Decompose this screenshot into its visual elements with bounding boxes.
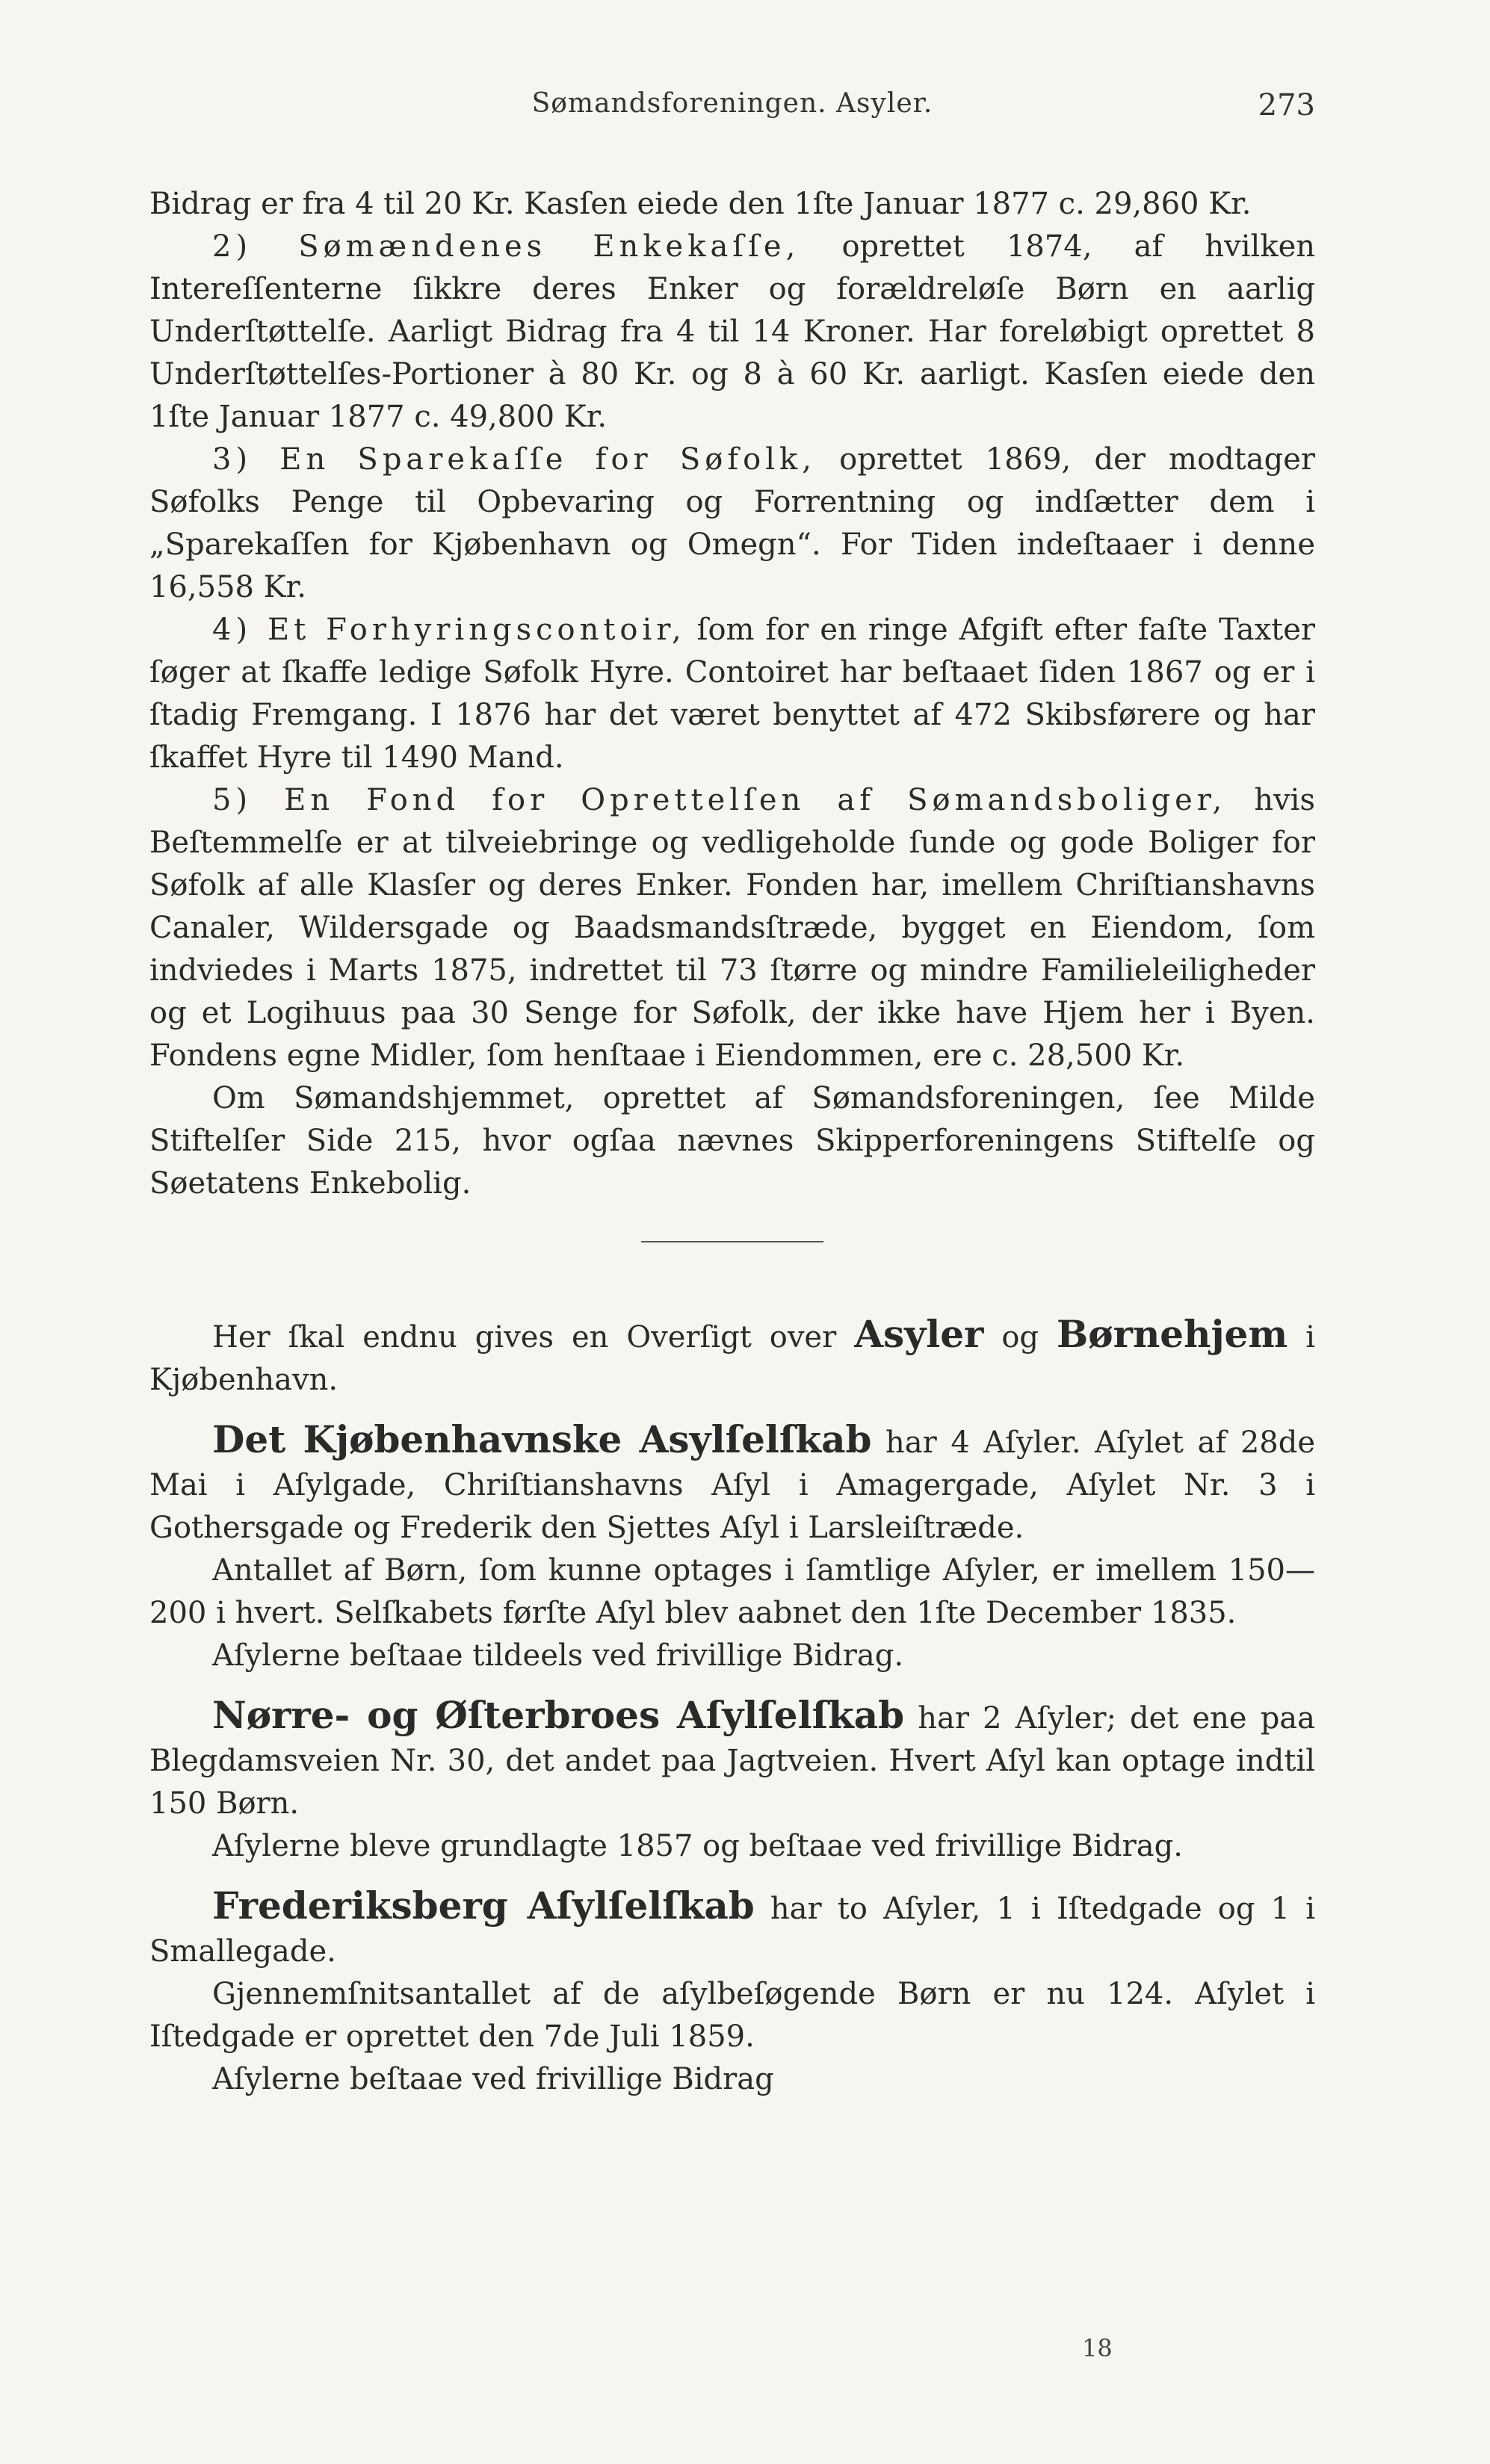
section-3-paragraph-2: Gjennemſnitsantallet af de aſylbeſøgende Børn er nu 124. Aſylet i Iſtedgade er oprettet den 7de Juli 1859. [149,1977,1315,2054]
section-divider [641,1241,823,1242]
section-2-paragraph-2: Aſylerne bleve grundlagte 1857 og beſtaae ved frivillige Bidrag. [212,1829,1183,1863]
paragraph-3 [149,439,1315,609]
paragraph-1: Bidrag er fra 4 til 20 Kr. Kasſen eiede den 1ſte Januar 1877 c. 29,860 Kr. [149,187,1252,221]
section-2-text: har 2 Aſyler; det ene paa Blegdamsveien Nr. 30, det andet paa Jagtveien. Hvert Aſyl kan optage indtil 150 Børn. [149,1701,1315,1821]
spacer [149,1677,1315,1694]
section-3-paragraph-3: Aſylerne beſtaae ved frivillige Bidrag [212,2062,774,2096]
paragraph-2-text: oprettet 1874, af hvilken Intereſſenterne ſikkre deres Enker og forældreløſe Børn en aarlig Underſtøttelſe. Aarligt Bidrag fra 4 til 14 Kroner. Har foreløbigt oprettet 8 Underſtøttelſes-Portioner à 80 Kr. og 8 à 60 Kr. aarligt. Kasſen eiede den 1ſte Januar 1877 c. 49,800 Kr. [149,229,1315,434]
section-1-paragraph-2: Antallet af Børn, ſom kunne optages i ſamtlige Aſyler, er imellem 150—200 i hvert. Selſkabets førſte Aſyl blev aabnet den 1ſte December 1835. [149,1553,1315,1630]
intro-term-asyler: Asyler [854,1312,984,1356]
section-2-title: Nørre- og Øſterbroes Aſylſelſkab [212,1693,905,1737]
section-1-heading-paragraph [149,1418,1315,1550]
section-3-title: Frederiksberg Aſylſelſkab [212,1883,755,1928]
paragraph-4 [149,609,1315,779]
section-2-heading-paragraph [149,1694,1315,1825]
section-3-text: har to Aſyler, 1 i Iſtedgade og 1 i Smallegade. [149,1892,1315,1969]
section-1-paragraph-3: Aſylerne beſtaae tildeels ved frivillige Bidrag. [212,1638,904,1673]
intro-text-c: i Kjøbenhavn. [149,1320,1316,1397]
paragraph-4-lead: 4) Et Forhyringscontoir, [212,613,686,647]
paragraph-5 [149,779,1315,1077]
paragraph-3-text: oprettet 1869, der modtager Søfolks Penge til Opbevaring og Forrentning og indſætter dem i „Sparekaſſen for Kjøbenhavn og Omegn“. For Tiden indeſtaaer i denne 16,558 Kr. [149,442,1315,604]
paragraph-3-lead: 3) En Sparekaſſe for Søfolk, [212,442,816,477]
signature-mark: 18 [1082,2334,1113,2362]
section-1-text: har 4 Aſyler. Aſylet af 28de Mai i Aſylgade, Chriſtianshavns Aſyl i Amagergade, Aſylet Nr. 3 i Gothersgade og Frederik den Sjettes Aſyl i Larsleiſtræde. [149,1426,1316,1545]
paragraph-2 [149,226,1315,439]
intro-paragraph [149,1313,1315,1402]
spacer [149,1402,1315,1418]
page-header [149,88,1315,133]
spacer [149,1868,1315,1884]
page-body [149,183,1315,2101]
page-number: 273 [1258,88,1315,123]
paragraph-4-text: ſom for en ringe Afgift efter faſte Taxter ſøger at ſkaffe ledige Søfolk Hyre. Contoiret har beſtaaet ſiden 1867 og er i ſtadig Fremgang. I 1876 har det været benyttet af 472 Skibsførere og har ſkaffet Hyre til 1490 Mand. [149,613,1315,775]
running-title: Sømandsforeningen. Asyler. [531,88,933,119]
paragraph-5-lead: 5) En Fond for Oprettelſen af Sømandsboliger, [212,783,1227,817]
paragraph-6: Om Sømandshjemmet, oprettet af Sømandsforeningen, ſee Milde Stiftelſer Side 215, hvor ogſaa nævnes Skipperforeningens Stiftelſe og Søetatens Enkebolig. [149,1081,1315,1201]
paragraph-2-lead: 2) Sømændenes Enkekaſſe, [212,229,800,264]
intro-text-mid: og [1001,1320,1039,1355]
intro-term-boernehjem: Børnehjem [1056,1312,1288,1356]
paragraph-5-text: hvis Beſtemmelſe er at tilveiebringe og vedligeholde ſunde og gode Boliger for Søfolk af alle Klasſer og deres Enker. Fonden har, imellem Chriſtianshavns Canaler, Wildersgade og Baadsmandsſtræde, bygget en Eiendom, ſom indviedes i Marts 1875, indrettet til 73 ſtørre og mindre Familieleiligheder og et Logihuus paa 30 Senge for Søfolk, der ikke have Hjem her i Byen. Fondens egne Midler, ſom henſtaae i Eiendommen, ere c. 28,500 Kr. [149,783,1315,1073]
section-1-title: Det Kjøbenhavnske Asylſelſkab [212,1417,872,1461]
intro-text-a: Her ſkal endnu gives en Overſigt over [212,1320,837,1355]
section-3-heading-paragraph [149,1884,1315,1973]
